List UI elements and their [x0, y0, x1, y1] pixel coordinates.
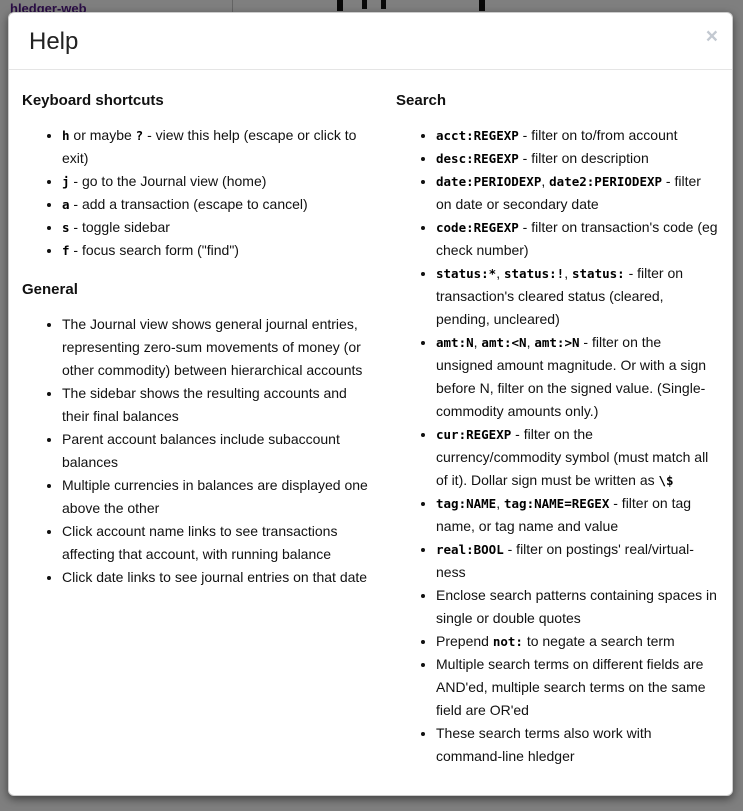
section-heading: Search [396, 92, 447, 109]
text-run: to negate a search term [522, 633, 675, 649]
close-button[interactable]: × [705, 25, 718, 48]
text-run: - filter on transaction's code (eg check number) [436, 219, 718, 258]
list-item [436, 584, 719, 630]
code-term: s [62, 220, 70, 235]
code-term: h [62, 128, 70, 143]
code-term: date2:PERIODEXP [549, 174, 663, 189]
list-item [62, 170, 368, 193]
code-term: status: [572, 266, 625, 281]
section-list [22, 124, 368, 262]
code-term: j [62, 174, 70, 189]
text-run: - filter on description [518, 150, 649, 166]
list-item [436, 331, 719, 423]
list-item [62, 124, 368, 170]
code-term: status:! [504, 266, 565, 281]
code-term: tag:NAME [436, 496, 497, 511]
modal-title: Help [29, 28, 79, 55]
text-run: - filter on date or secondary date [436, 173, 701, 212]
list-item [436, 216, 719, 262]
list-item [62, 474, 368, 520]
text-run: , [564, 265, 572, 281]
text-run: , [496, 495, 504, 511]
list-item [62, 216, 368, 239]
code-term: ? [135, 128, 144, 143]
code-term: tag:NAME=REGEX [504, 496, 610, 511]
code-term: status:* [436, 266, 497, 281]
text-run: Multiple search terms on different fields are AND'ed, multiple search terms on the same field are OR'ed [436, 656, 706, 718]
text-run: - filter on tag name, or tag name and value [436, 495, 692, 534]
text-run: - filter on to/from account [518, 127, 678, 143]
code-term: code:REGEXP [436, 220, 519, 235]
text-run: , [526, 334, 535, 350]
code-term: desc:REGEXP [436, 151, 519, 166]
text-run: - go to the Journal view (home) [69, 173, 267, 189]
text-run: The Journal view shows general journal entries, representing zero-sum movements of money (or other commodity) between hierarchical accounts [62, 316, 363, 378]
text-run: - filter on postings' real/virtual-ness [436, 541, 694, 580]
text-run: , [473, 334, 482, 350]
text-run: - toggle sidebar [69, 219, 170, 235]
code-term: cur:REGEXP [436, 427, 512, 442]
code-term: not: [492, 634, 523, 649]
column-right [374, 92, 719, 787]
list-item [436, 722, 719, 768]
code-term: f [62, 243, 70, 258]
list-item [436, 492, 719, 538]
list-item [62, 520, 368, 566]
code-term: real:BOOL [436, 542, 504, 557]
text-run: - filter on transaction's cleared status (cleared, pending, uncleared) [436, 265, 684, 327]
modal-body [9, 70, 732, 787]
help-modal [8, 12, 733, 796]
section-list [396, 124, 719, 768]
list-item [62, 566, 368, 589]
column-left [22, 92, 374, 787]
text-run: , [496, 265, 504, 281]
text-run: , [541, 173, 550, 189]
list-item [436, 147, 719, 170]
text-run: - focus search form ("find") [69, 242, 239, 258]
modal-header [9, 13, 732, 70]
list-item [436, 124, 719, 147]
text-run: Click account name links to see transactions affecting that account, with running balance [62, 523, 338, 562]
section-heading: Keyboard shortcuts [22, 92, 164, 109]
text-run: - view this help (escape or click to exit) [62, 127, 357, 166]
text-run: - filter on the currency/commodity symbol (must match all of it). Dollar sign must be written as [436, 426, 709, 488]
list-item [62, 193, 368, 216]
code-term: amt:N [436, 335, 474, 350]
code-term: acct:REGEXP [436, 128, 519, 143]
code-term: \$ [658, 473, 674, 488]
list-item [62, 313, 368, 382]
text-run: Multiple currencies in balances are displayed one above the other [62, 477, 368, 516]
list-item [436, 630, 719, 653]
text-run: Enclose search patterns containing spaces in single or double quotes [436, 587, 717, 626]
text-run: Prepend [436, 633, 493, 649]
text-run: These search terms also work with command-line hledger [436, 725, 652, 764]
code-term: date:PERIODEXP [436, 174, 542, 189]
text-run: or maybe [69, 127, 136, 143]
list-item [62, 239, 368, 262]
text-run: - add a transaction (escape to cancel) [69, 196, 308, 212]
list-item [436, 653, 719, 722]
text-run: Click date links to see journal entries on that date [62, 569, 368, 585]
section-list [22, 313, 368, 589]
section-heading: General [22, 281, 78, 298]
list-item [436, 423, 719, 492]
list-item [436, 538, 719, 584]
list-item [436, 262, 719, 331]
code-term: amt:<N [481, 335, 527, 350]
list-item [436, 170, 719, 216]
text-run: Parent account balances include subaccount balances [62, 431, 340, 470]
list-item [62, 382, 368, 428]
text-run: The sidebar shows the resulting accounts and their final balances [62, 385, 347, 424]
code-term: a [62, 197, 70, 212]
list-item [62, 428, 368, 474]
text-run: - filter on the unsigned amount magnitude. Or with a sign before N, filter on the signed value. (Single-commodity amounts only.) [436, 334, 707, 419]
code-term: amt:>N [534, 335, 580, 350]
